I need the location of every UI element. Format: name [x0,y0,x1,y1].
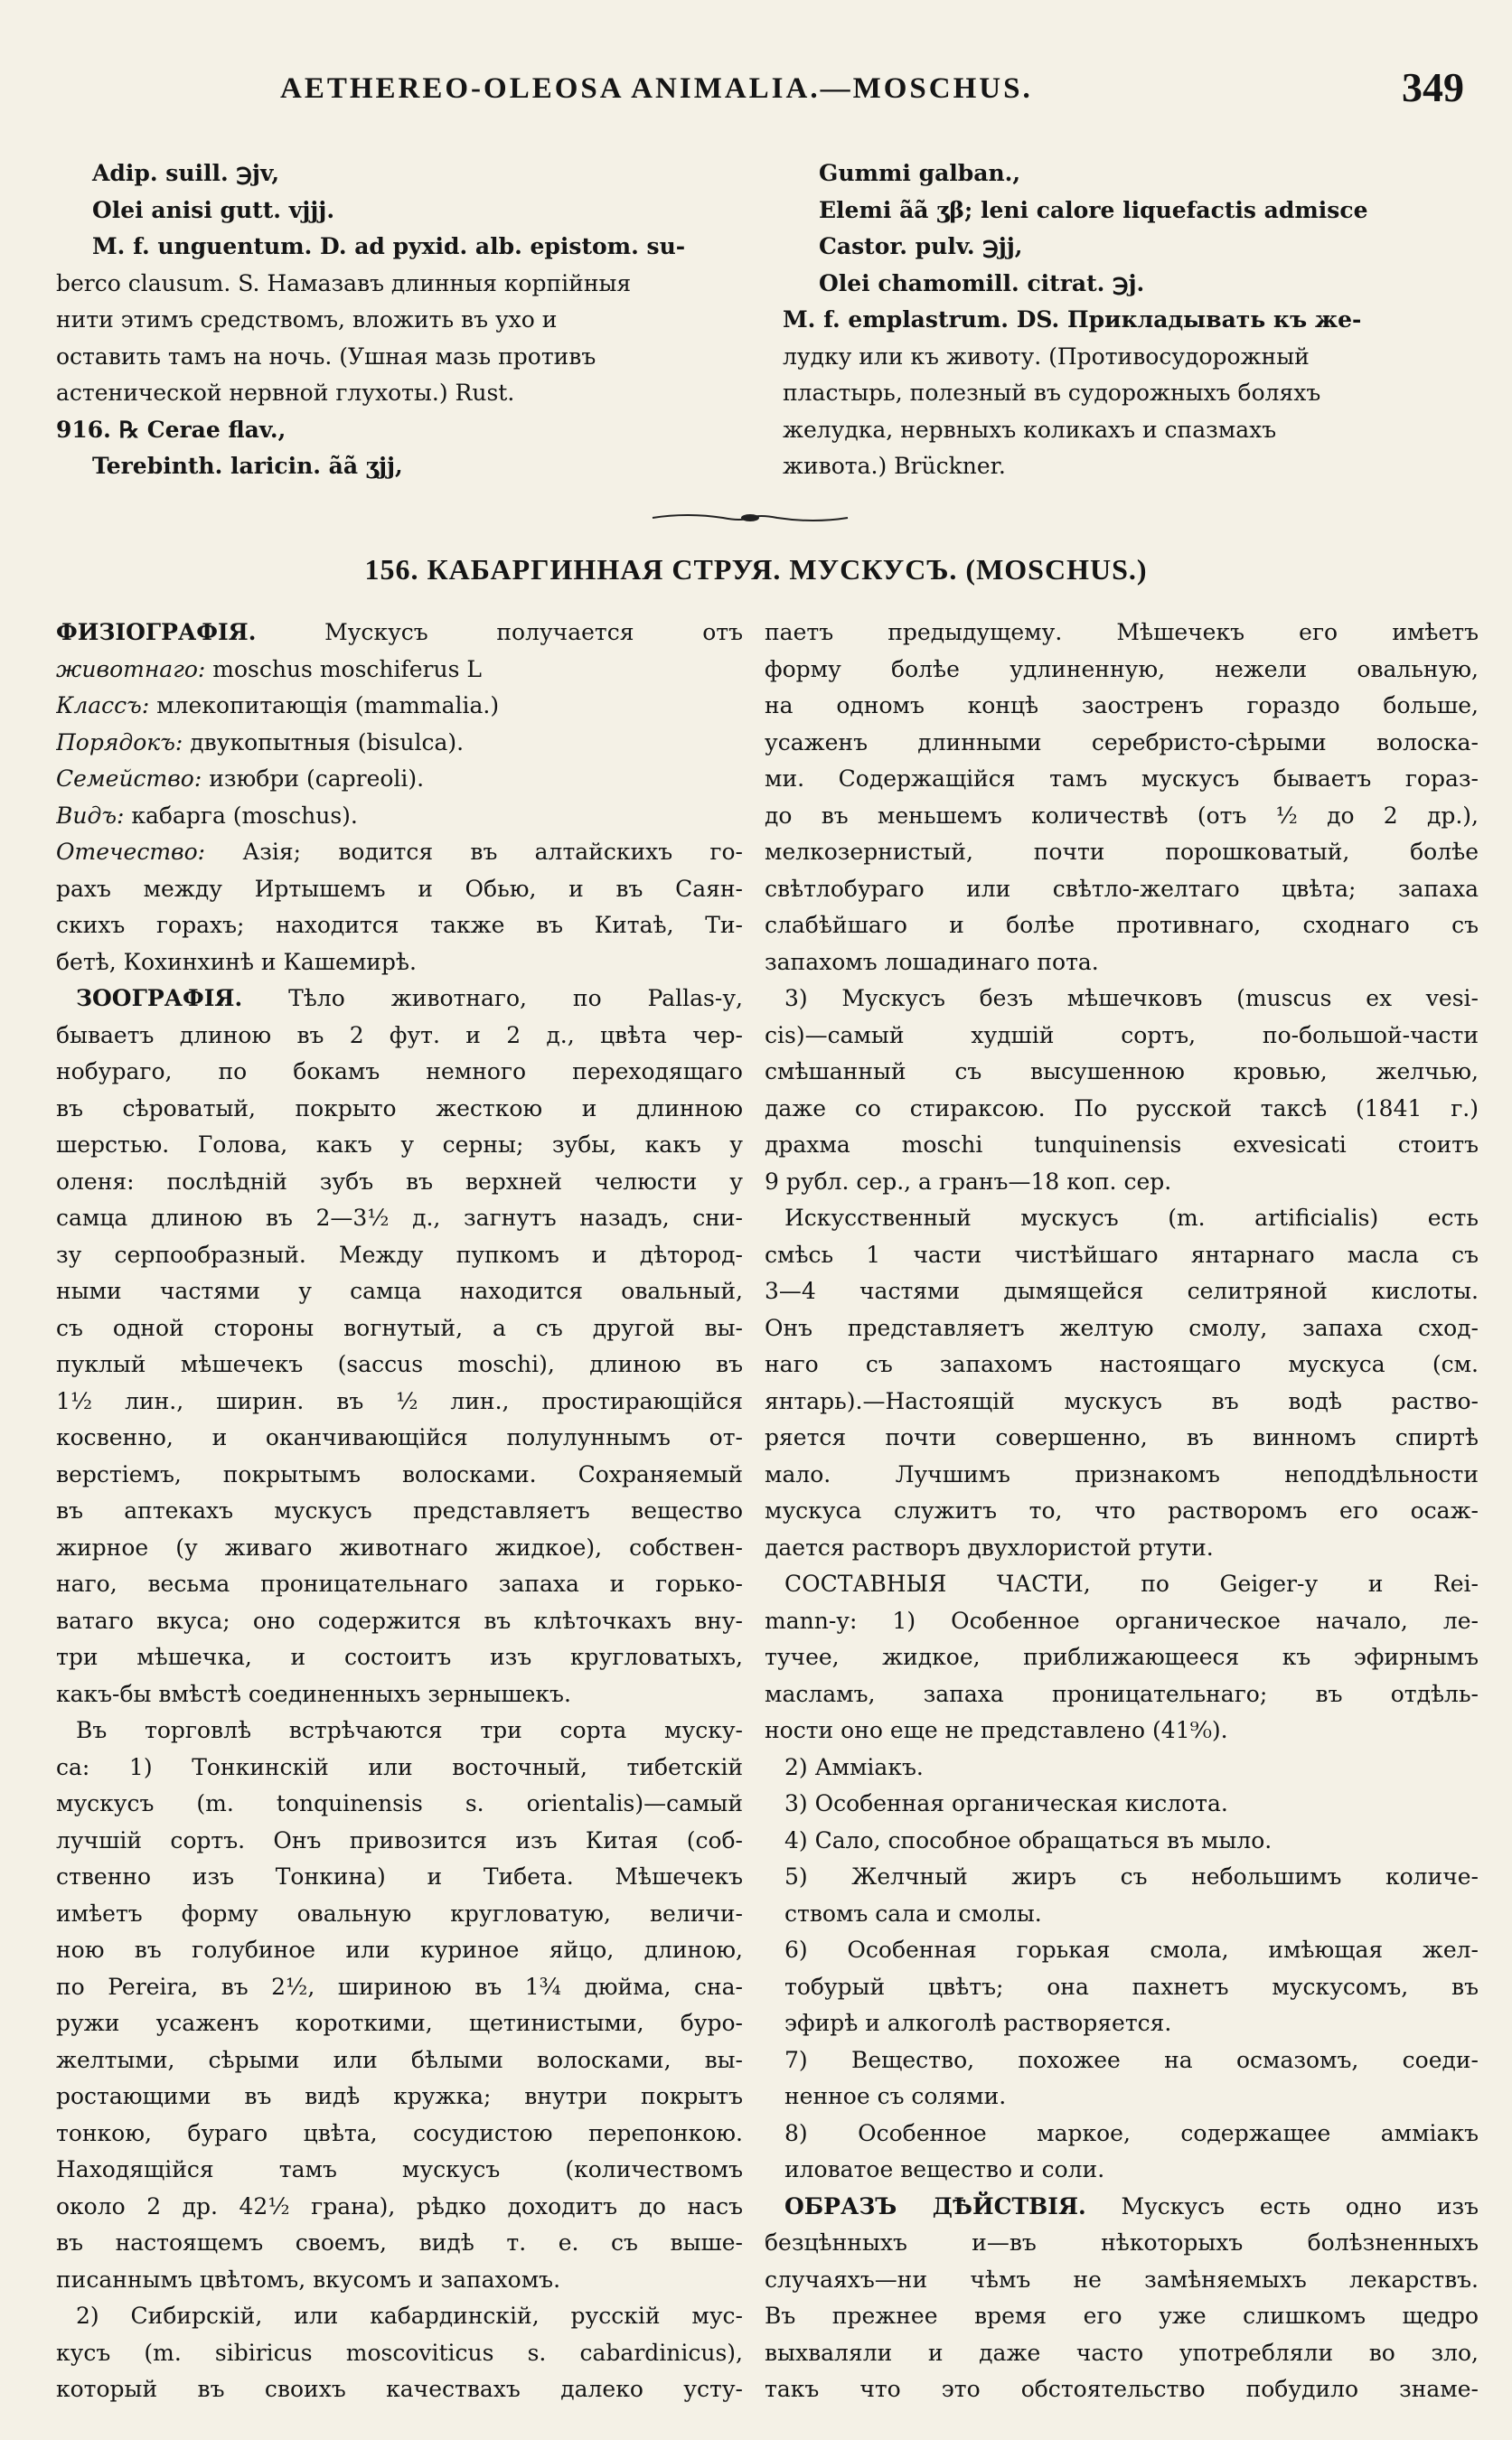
text-line: 4) Сало, способное обращаться въ мыло. [784,1826,1273,1853]
text-line: иловатое вещество и соли. [784,2156,1105,2182]
text-line: лучшiй сортъ. Онъ привозится изъ Китая (соб- [56,1826,743,1853]
text-line: бетѣ, Кохинхинѣ и Кашемирѣ. [56,948,417,975]
text-line: 7) Вещество, похожее на осмазомъ, соеди- [784,2046,1479,2073]
text-line: 2) Амміакъ. [784,1753,924,1780]
text-line: живота.) Brückner. [783,453,1006,479]
text-line: зу серпообразный. Между пупкомъ и дѣтород- [56,1241,743,1268]
text-line: янтарь).—Настоящiй мускусъ въ водѣ раство- [765,1387,1479,1414]
text-line: 3) Особенная органическая кислота. [784,1790,1228,1816]
line-lead-term: животнаго: [56,655,206,682]
text-line: бываетъ длиною въ 2 фут. и 2 д., цвѣта чер- [56,1021,743,1048]
text-line: Olei chamomill. citrat. ℈j. [819,269,1145,296]
text-line: са: 1) Тонкинскiй или восточный, тибетскiй [56,1753,743,1780]
text-line: по Pereira, въ 2½, шириною въ 1¾ дюйма, сна- [56,1973,743,2000]
text-line: косвенно, и оканчивающiйся полулуннымъ от- [56,1424,743,1450]
text-line: желтыми, сѣрыми или бѣлыми волосками, вы- [56,2046,743,2073]
text-line: оленя: послѣднiй зубъ въ верхней челюсти у [56,1168,743,1195]
prescription-column-left [56,155,743,485]
text-line: Онъ представляетъ желтую смолу, запаха сход- [765,1314,1479,1341]
text-line: мелкозернистый, почти порошковатый, болѣе [765,839,1479,865]
section-title: 156. КАБАРГИННАЯ СТРУЯ. МУСКУСЪ. (MOSCHUS.) [364,553,1148,586]
text-line: ватаго вкуса; оно содержится въ клѣточкахъ вну- [56,1607,743,1634]
text-line: 5) Желчный жиръ съ небольшимъ количе- [784,1863,1479,1890]
text-line: 1½ лин., ширин. въ ½ лин., простирающiйся [56,1387,743,1414]
text-line: тучее, жидкое, приближающееся къ эфирнымъ [765,1644,1479,1670]
text-line: рахъ между Иртышемъ и Обью, и въ Саян- [56,875,743,902]
text-line: Классъ: млекопитающiя (mammalia.) [56,692,500,718]
text-line: на одномъ концѣ заостренъ гораздо больше, [765,692,1479,718]
text-line: мускусъ (m. tonquinensis s. orientalis)—самый [56,1790,743,1816]
text-line: 3) Мускусъ безъ мѣшечковъ (muscus ex vesi- [784,985,1479,1011]
text-line: 9 рубл. сер., а гранъ—18 коп. сер. [765,1168,1172,1195]
text-line: выхваляли и даже часто употребляли во зло, [765,2339,1479,2366]
text-line: ности оно еще не представлено (41⁹⁄₀). [765,1717,1228,1743]
text-line: драхма moschi tunquinensis exvesicati стоитъ [765,1131,1479,1158]
text-line: ствомъ сала и смолы. [784,1900,1042,1927]
text-line: мускуса служитъ то, что растворомъ его осаж- [765,1497,1479,1524]
text-line: смѣсь 1 части чистѣйшаго янтарнаго масла съ [765,1241,1479,1268]
text-line: тобурый цвѣтъ; она пахнетъ мускусомъ, въ [784,1973,1479,2000]
text-line: Порядокъ: двукопытныя (bisulca). [56,728,465,755]
line-lead-term: ОБРАЗЪ ДѢЙСТВIЯ. [784,2192,1086,2219]
text-line: самца длиною въ 2—3½ д., загнутъ назадъ, сни- [56,1205,743,1231]
text-line: свѣтлобураго или свѣтло-желтаго цвѣта; запаха [765,875,1479,902]
text-line: ЗООГРАФIЯ. Тѣло животнаго, по Pallas-у, [76,985,743,1011]
text-line: запахомъ лошадинаго пота. [765,948,1099,975]
text-line: масламъ, запаха проницательнаго; въ отдѣль- [765,1680,1479,1707]
line-lead-term: Видъ: [56,802,125,829]
text-line: скихъ горахъ; находится также въ Китаѣ, Ти- [56,912,743,938]
text-line: который въ своихъ качествахъ далеко усту- [56,2376,743,2402]
text-line: лудку или къ животу. (Противосудорожный [783,343,1310,370]
text-line: Семейство: изюбри (capreoli). [56,765,425,792]
text-line: ненное съ солями. [784,2083,1007,2109]
text-line: Въ прежнее время его уже слишкомъ щедро [765,2303,1479,2329]
text-line: даже со стираксою. По русской таксѣ (1841 г.) [765,1094,1479,1121]
text-line: 2) Сибирскiй, или кабардинскiй, русскiй мус- [76,2303,743,2329]
text-line: верстiемъ, покрытымъ волосками. Сохраняемый [56,1460,743,1487]
text-line: форму болѣе удлиненную, нежели овальную, [765,655,1479,682]
line-lead-term: Порядокъ: [56,728,183,755]
article-column-right [765,615,1479,2408]
text-line: ственно изъ Тонкина) и Тибета. Мѣшечекъ [56,1863,743,1890]
text-line: имѣетъ форму овальную кругловатую, величи- [56,1900,743,1927]
line-lead-term: ЗООГРАФIЯ. [76,985,243,1011]
running-head: AETHEREO-OLEOSA ANIMALIA.—MOSCHUS. [280,72,1033,105]
text-line: M. f. emplastrum. DS. Прикладывать къ же- [783,306,1362,333]
text-line: эфирѣ и алкоголѣ растворяется. [784,2010,1172,2036]
text-line: 6) Особенная горькая смола, имѣющая жел- [784,1937,1479,1963]
text-line: Видъ: кабарга (moschus). [56,802,358,829]
text-line: случаяхъ—ни чѣмъ не замѣняемыхъ лекарствъ. [765,2266,1479,2293]
text-line: 8) Особенное маркое, содержащее амміакъ [784,2119,1479,2146]
text-line: въ аптекахъ мускусъ представляетъ вещество [56,1497,743,1524]
text-line: пластырь, полезный въ судорожныхъ боляхъ [783,380,1321,406]
text-line: три мѣшечка, и состоитъ изъ кругловатыхъ, [56,1644,743,1670]
text-line: оставить тамъ на ночь. (Ушная мазь противъ [56,343,596,370]
text-line: паетъ предыдущему. Мѣшечекъ его имѣетъ [765,619,1479,645]
text-line: 3—4 частями дымящейся селитряной кислоты. [765,1278,1479,1304]
text-line: какъ-бы вмѣстѣ соединенныхъ зернышекъ. [56,1680,571,1707]
page-header [54,63,1464,127]
text-line: ружи усаженъ короткими, щетинистыми, буро- [56,2010,743,2036]
text-line: ми. Содержащiйся тамъ мускусъ бываетъ гораз- [765,765,1479,792]
text-line: ряется почти совершенно, въ винномъ спиртѣ [765,1424,1479,1450]
text-line: berco clausum. S. Намазавъ длинныя корпiйныя [56,269,632,296]
text-line: Въ торговлѣ встрѣчаются три сорта муску- [76,1717,743,1743]
line-lead-term: Отечество: [56,839,206,865]
text-line: дается растворъ двухлористой ртути. [765,1534,1214,1561]
text-line: жирное (у живаго животнаго жидкое), собствен- [56,1534,743,1561]
text-line: ными частями у самца находится овальный, [56,1278,743,1304]
text-line: нобураго, по бокамъ немного переходящаго [56,1058,743,1084]
text-line: Castor. pulv. ℈jj, [819,233,1023,259]
text-line: ФИЗIОГРАФIЯ. Мускусъ получается отъ [56,619,743,645]
text-line: нити этимъ средствомъ, вложить въ ухо и [56,306,558,333]
text-line: писаннымъ цвѣтомъ, вкусомъ и запахомъ. [56,2266,561,2293]
text-line: до въ меньшемъ количествѣ (отъ ½ до 2 др.), [765,802,1479,829]
text-line: усаженъ длинными серебристо-сѣрыми волоска- [765,728,1479,755]
text-line: Olei anisi gutt. vjjj. [92,196,335,223]
text-line: въ настоящемъ своемъ, видѣ т. е. съ выше- [56,2229,743,2256]
text-line: желудка, нервныхъ коликахъ и спазмахъ [783,416,1277,443]
text-line: Adip. suill. ℈jv, [92,160,280,186]
text-line: Отечество: Азiя; водится въ алтайскихъ го- [56,839,743,865]
text-line: Искусственный мускусъ (m. artificialis) есть [784,1205,1479,1231]
page-number: 349 [1402,64,1464,110]
text-line: Terebinth. laricin. ãã ʒjj, [92,453,403,479]
line-lead-term: Классъ: [56,692,150,718]
text-line: наго, весьма проницательнаго запаха и горько- [56,1571,743,1597]
text-line: мало. Лучшимъ признакомъ неподдѣльности [765,1460,1479,1487]
text-line: около 2 др. 42½ грана), рѣдко доходитъ до насъ [56,2192,743,2219]
text-line: такъ что это обстоятельство побудило знаме- [765,2376,1479,2402]
text-line: ною въ голубиное или куриное яйцо, длиною, [56,1937,743,1963]
text-line: СОСТАВНЫЯ ЧАСТИ, по Geiger-у и Rei- [784,1571,1479,1597]
text-line: Находящiйся тамъ мускусъ (количествомъ [56,2156,743,2182]
text-line: наго съ запахомъ настоящаго мускуса (см. [765,1351,1479,1377]
text-line: Gummi galban., [819,160,1021,186]
text-line: Elemi ãã ʒβ; leni calore liquefactis admisce [819,196,1368,223]
text-line: M. f. unguentum. D. ad pyxid. alb. epistom. su- [92,233,686,259]
text-line: ростающими въ видѣ кружка; внутри покрытъ [56,2083,743,2109]
text-line: смѣшанный съ высушенною кровью, желчью, [765,1058,1479,1084]
text-line: ОБРАЗЪ ДѢЙСТВIЯ. Мускусъ есть одно изъ [784,2192,1479,2219]
prescription-column-right [783,155,1462,485]
text-line: кусъ (m. sibiricus moscoviticus s. cabardinicus), [56,2339,743,2366]
line-lead-term: ФИЗIОГРАФIЯ. [56,619,257,645]
text-line: тонкою, бураго цвѣта, сосудистою перепонкою. [56,2119,743,2146]
text-line: пуклый мѣшечекъ (saccus moschi), длиною въ [56,1351,743,1377]
text-line: астенической нервной глухоты.) Rust. [56,380,515,406]
text-line: съ одной стороны вогнутый, а съ другой вы- [56,1314,743,1341]
text-line: 916. ℞ Cerae flav., [56,416,286,443]
text-line: въ сѣроватый, покрыто жесткою и длинною [56,1094,743,1121]
text-line: безцѣнныхъ и—въ нѣкоторыхъ болѣзненныхъ [765,2229,1479,2256]
text-line: животнаго: moschus moschiferus L [56,655,482,682]
article-column-left [56,615,743,2408]
text-line: cis)—самый худшiй сортъ, по-большой-части [765,1021,1479,1048]
text-line: mann-у: 1) Особенное органическое начало, ле- [765,1607,1479,1634]
section-divider-ornament [651,511,850,525]
text-line: шерстью. Голова, какъ у серны; зубы, какъ у [56,1131,743,1158]
text-line: слабѣйшаго и болѣе противнаго, сходнаго съ [765,912,1479,938]
line-lead-term: Семейство: [56,765,202,792]
